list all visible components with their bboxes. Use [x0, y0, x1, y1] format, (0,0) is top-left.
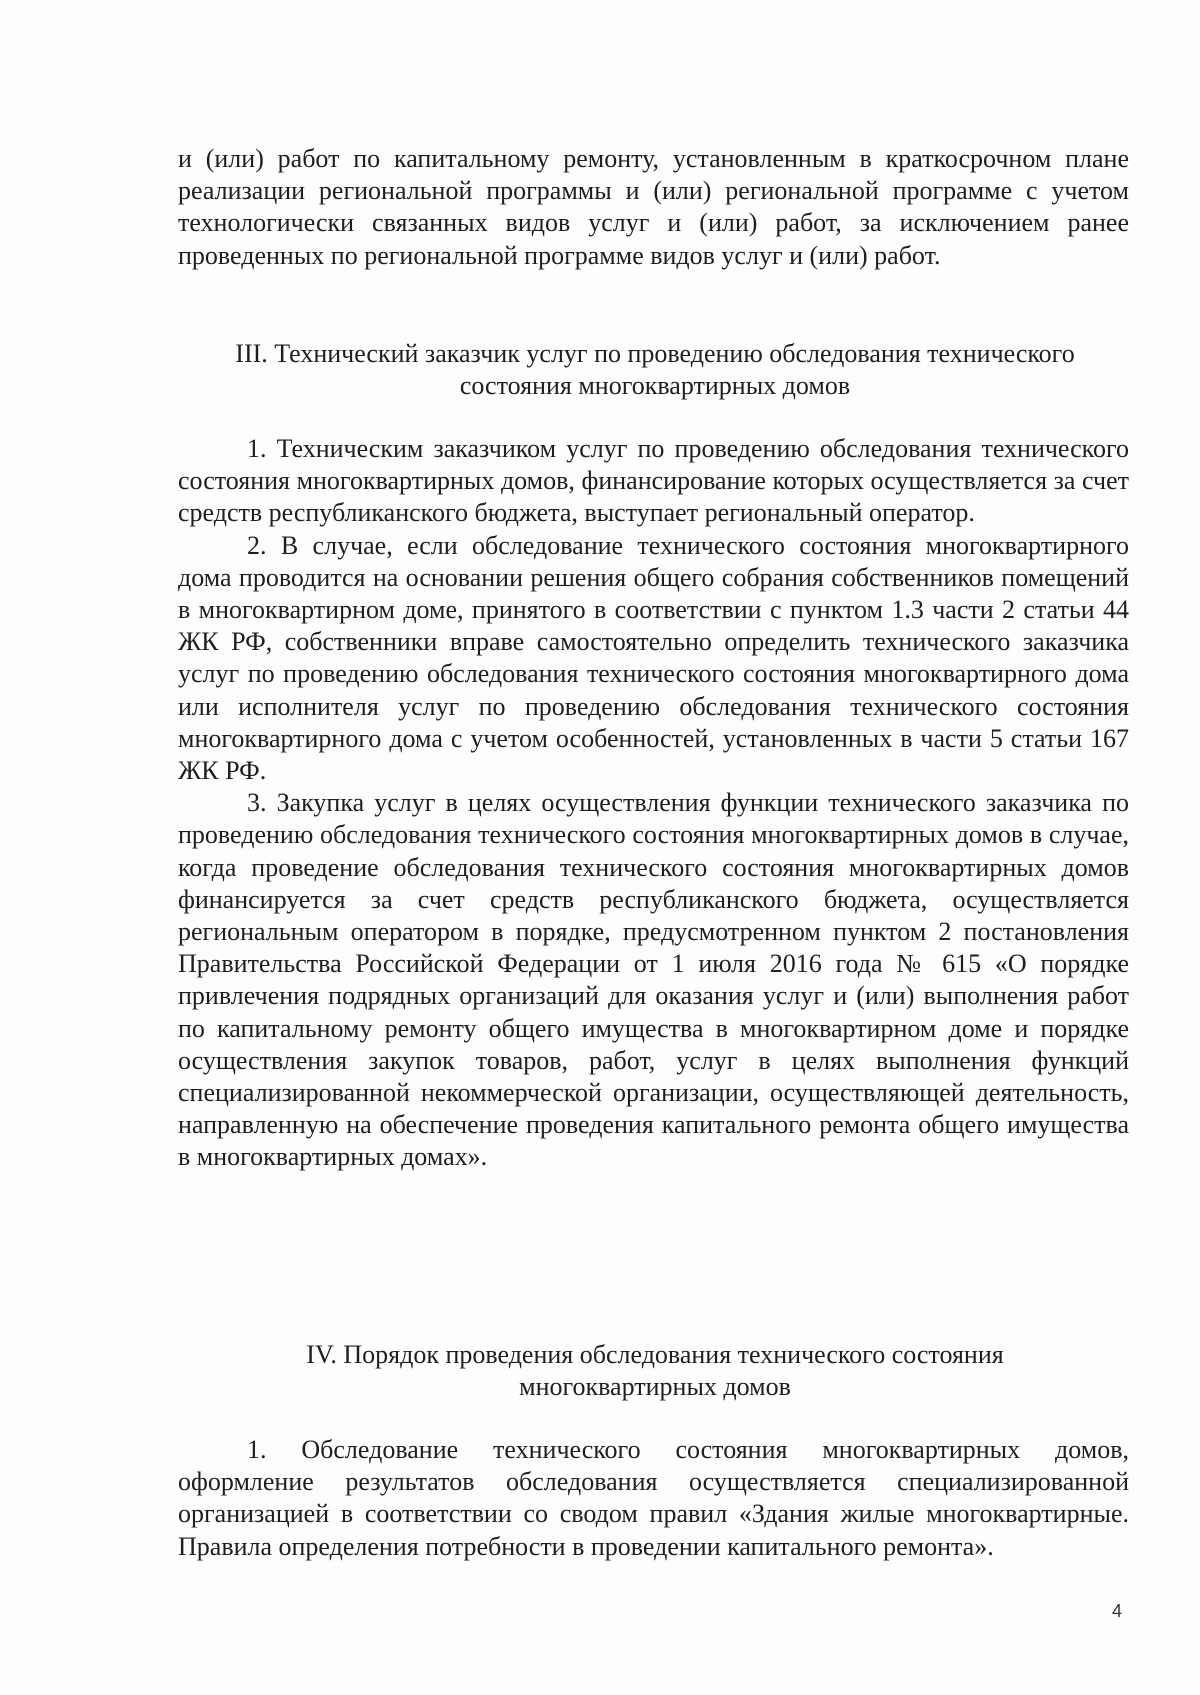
- section-4-heading-line-2: многоквартирных домов: [519, 1372, 791, 1402]
- section-3-paragraph-1: 1. Техническим заказчиком услуг по проведению обследования технического состояния многоквартирных домов, финансирование которых осуществляется за счет средств республиканского бюджета, выступает региональный оператор.: [178, 434, 1129, 528]
- section-3-body: [178, 433, 1129, 1174]
- section-3-heading-line-1: III. Технический заказчик услуг по проведению обследования технического: [235, 339, 1075, 368]
- page-number: 4: [1112, 1601, 1123, 1621]
- section-4-heading: [160, 1339, 1150, 1403]
- section-3-heading-line-2: состояния многоквартирных домов: [459, 371, 851, 401]
- section-3-paragraph-2: 2. В случае, если обследование технического состояния многоквартирного дома проводится на основании решения общего собрания собственников помещений в многоквартирном доме, принятого в соответствии с пунктом 1.3 части 2 статьи 44 ЖК РФ, собственники вправе самостоятельно определить технического заказчика услуг по проведению обследования технического состояния многоквартирного дома или исполнителя услуг по проведению обследования технического состояния многоквартирного дома с учетом особенностей, установленных в части 5 статьи 167 ЖК РФ.: [178, 530, 1129, 786]
- section-3-paragraph-3: 3. Закупка услуг в целях осуществления функции технического заказчика по проведению обследования технического состояния многоквартирных домов в случае, когда проведение обследования технического состояния многоквартирных домов финансируется за счет средств республиканского бюджета, осуществляется региональным оператором в порядке, предусмотренном пунктом 2 постановления Правительства Российской Федерации от 1 июля 2016 года № 615 «О порядке привлечения подрядных организаций для оказания услуг и (или) выполнения работ по капитальному ремонту общего имущества в многоквартирном доме и порядке осуществления закупок товаров, работ, услуг в целях выполнения функций специализированной некоммерческой организации, осуществляющей деятельность, направленную на обеспечение проведения капитального ремонта общего имущества в многоквартирных домах».: [178, 788, 1129, 1172]
- section-4-paragraph-1: 1. Обследование технического состояния многоквартирных домов, оформление результатов обследования осуществляется специализированной организацией в соответствии со сводом правил «Здания жилые многоквартирные. Правила определения потребности в проведении капитального ремонта».: [178, 1435, 1129, 1561]
- continuation-paragraph: и (или) работ по капитальному ремонту, установленным в краткосрочном плане реализации региональной программы и (или) региональной программе с учетом технологически связанных видов услуг и (или) работ, за исключением ранее проведенных по региональной программе видов услуг и (или) работ.: [178, 144, 1129, 270]
- section-4-heading-line-1: IV. Порядок проведения обследования технического состояния: [306, 1340, 1004, 1369]
- section-3-heading: [160, 338, 1150, 402]
- section-4-body: [178, 1434, 1129, 1563]
